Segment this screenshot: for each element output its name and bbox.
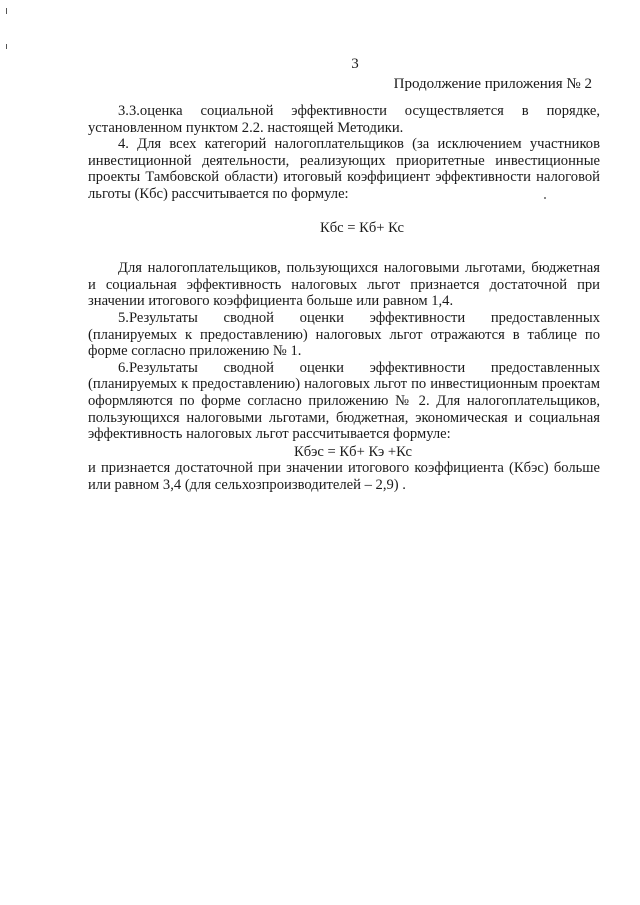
paragraph-threshold: и признается достаточной при значении итогового коэффициента (Кбэс) больше или равном 3,4 (для сельхозпроизводителей – 2,9) . — [88, 460, 600, 493]
paragraph-3-3: 3.3.оценка социальной эффективности осуществляется в порядке, установленном пунктом 2.2. настоящей Методики. — [88, 103, 600, 136]
formula-kbes: Кбэс = Кб+ Кэ +Кс — [294, 443, 412, 460]
margin-mark — [6, 8, 7, 14]
paragraph-6: 6.Результаты сводной оценки эффективности предоставленных (планируемых к предоставлению) налоговых льгот по инвестиционным проектам оформляются по форме согласно приложению № 2. Для налогоплательщиков, пользующихся налоговыми льготами, бюджетная, экономическая и социальная эффективность налоговых льгот рассчитывается формуле: — [88, 359, 600, 443]
appendix-continuation-header: Продолжение приложения № 2 — [393, 76, 592, 92]
document-body — [88, 103, 600, 493]
paragraph-4: 4. Для всех категорий налогоплательщиков (за исключением участников инвестиционной деятельности, реализующих приоритетные инвестиционные проекты Тамбовской области) итоговый коэффициент эффективности налоговой льготы (Кбс) рассчитывается по формуле: — [88, 136, 600, 202]
formula-kbs: Кбс = Кб+ Кс — [319, 219, 405, 236]
margin-mark — [6, 44, 7, 49]
paragraph-5: 5.Результаты сводной оценки эффективности предоставленных (планируемых к предоставлению) налоговых льгот отражаются в таблице по форме согласно приложению № 1. — [88, 309, 600, 360]
paragraph-sufficiency: Для налогоплательщиков, пользующихся налоговыми льготами, бюджетная и социальная эффективность налоговых льгот признается достаточной при значении итогового коэффициента больше или равном 1,4. — [88, 260, 600, 310]
page-number: 3 — [351, 56, 359, 72]
